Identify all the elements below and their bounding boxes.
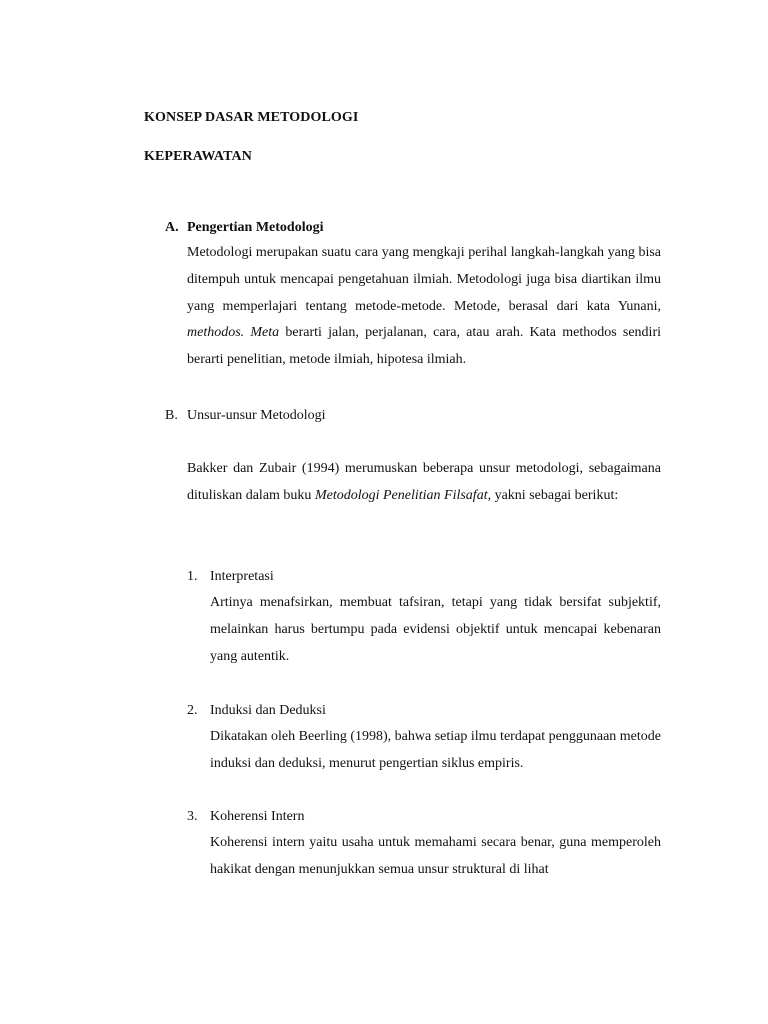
section-a-heading <box>165 220 323 236</box>
section-b-intro-italic: Metodologi Penelitian Filsafat, <box>314 487 492 503</box>
section-b-marker: B. <box>165 408 178 423</box>
section-b-intro <box>187 456 661 510</box>
section-b-intro-text-1: Bakker dan Zubair (1994) merumuskan beberapa unsur metodologi, sebagaimana dituliskan dalam buku <box>187 461 661 503</box>
section-a-paragraph <box>187 240 661 374</box>
list-item-2-heading <box>187 703 326 719</box>
section-a-para-text-2: berarti jalan, perjalanan, cara, atau arah. Kata methodos sendiri berarti penelitian, metode ilmiah, hipotesa ilmiah. <box>187 325 661 367</box>
list-item-2-text: Dikatakan oleh Beerling (1998), bahwa setiap ilmu terdapat penggunaan metode induksi dan deduksi, menurut pengertian siklus empiris. <box>210 729 661 771</box>
list-item-1-title: Interpretasi <box>210 569 274 584</box>
section-b-intro-text-2: yakni sebagai berikut: <box>491 487 619 503</box>
list-item-1-text: Artinya menafsirkan, membuat tafsiran, tetapi yang tidak bersifat subjektif, melainkan harus bertumpu pada evidensi objektif untuk mencapai kebenaran yang autentik. <box>210 595 661 664</box>
list-item-3-heading <box>187 809 304 825</box>
list-item-2-title: Induksi dan Deduksi <box>210 703 326 718</box>
section-a-para-italic: methodos. Meta <box>187 325 280 341</box>
section-a-para-text-1: Metodologi merupakan suatu cara yang mengkaji perihal langkah-langkah yang bisa ditempuh untuk mencapai pengetahuan ilmiah. Metodologi juga bisa diartikan ilmu yang memperlajari tentang metode-metode. Metode, berasal dari kata Yunani, <box>187 245 661 314</box>
section-b-heading <box>165 408 326 424</box>
list-item-3-title: Koherensi Intern <box>210 809 305 824</box>
list-item-1-heading <box>187 569 274 585</box>
list-item-1-marker: 1. <box>187 569 198 584</box>
section-a-title: Pengertian Metodologi <box>187 220 324 235</box>
document-title-line-1: KONSEP DASAR METODOLOGI <box>144 110 359 125</box>
list-item-3-marker: 3. <box>187 809 198 824</box>
section-a-marker: A. <box>165 220 179 235</box>
list-item-3-text: Koherensi intern yaitu usaha untuk memahami secara benar, guna memperoleh hakikat dengan menunjukkan semua unsur struktural di lihat <box>210 835 661 877</box>
document-title-line-2: KEPERAWATAN <box>144 149 252 164</box>
section-b-title: Unsur-unsur Metodologi <box>187 408 326 423</box>
list-item-2-marker: 2. <box>187 703 198 718</box>
